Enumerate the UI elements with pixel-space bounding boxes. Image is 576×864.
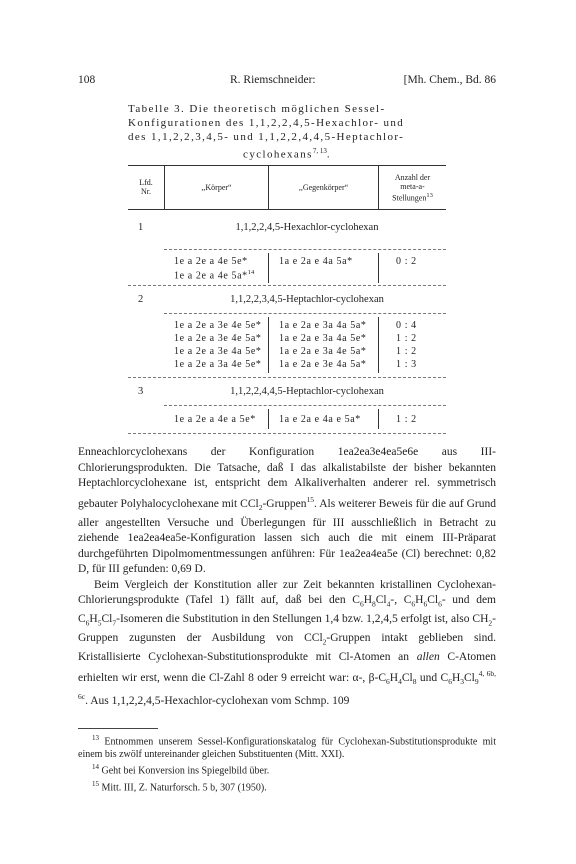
footnote-text: Geht bei Konversion ins Spiegelbild über. bbox=[99, 765, 270, 777]
table-caption bbox=[128, 102, 446, 162]
footnote-text: Entnommen unserem Sessel-Konfigurationskatalog für Cyclohexan-Substitutionsprodukte mit einem bis zwölf untereinander gleichen Substituenten (Mitt. XXI). bbox=[78, 736, 496, 760]
header-anzahl-line: Anzahl der bbox=[394, 173, 431, 182]
text-run: Enneachlorcyclohexans der Konfiguration 1ea2ea3e4ea5e6e aus III-Chlorierungsprodukten. Die Tatsache, daß I das alkalistabilste der bisher bekannten Heptachlorcyclohexane ist, entspricht dem Alkaliverhalten anderer rel. symmetrisch gebauter Polyhalocyclohexane mit CCl bbox=[78, 446, 496, 510]
text-run: -Gruppen zugunsten der Ausbildung von CCl bbox=[78, 613, 496, 645]
column-divider bbox=[268, 409, 269, 429]
column-divider bbox=[378, 317, 379, 373]
section-title: 1,1,2,2,4,5-Hexachlor-cyclohexan bbox=[235, 222, 379, 233]
footnote-number: 13 bbox=[92, 734, 99, 742]
subscript: 6 bbox=[448, 676, 452, 686]
footnote-ref: 4, 6b, 6c bbox=[78, 668, 497, 702]
caption-line: Konfigurationen des 1,1,2,2,4,5-Hexachlor- und bbox=[128, 117, 405, 129]
text-run: Cl bbox=[464, 671, 475, 684]
caption-text: cyclohexans bbox=[243, 148, 313, 161]
page-number: 108 bbox=[78, 74, 96, 86]
subscript: 2 bbox=[488, 618, 493, 628]
author-name: R. Riemschneider: bbox=[230, 74, 316, 86]
body-text bbox=[78, 445, 496, 710]
column-divider bbox=[378, 253, 379, 283]
header-anzahl-line: meta-a- bbox=[400, 182, 425, 191]
header-nr: Nr. bbox=[141, 187, 151, 196]
section-rule bbox=[128, 285, 446, 286]
meta-cell: 1 : 2 bbox=[396, 333, 417, 344]
subscript: 9 bbox=[474, 676, 479, 686]
header-footnote-ref: 13 bbox=[426, 192, 433, 199]
footnote bbox=[78, 732, 496, 761]
table-header-rule bbox=[128, 209, 446, 210]
section-title: 1,1,2,2,4,4,5-Heptachlor-cyclohexan bbox=[230, 386, 384, 397]
koerper-text: 1e a 2e a 4e 5a* bbox=[174, 270, 248, 282]
section-rule bbox=[164, 405, 446, 406]
koerper-cell: 1e a 2e a 4e a 5e* bbox=[174, 414, 256, 425]
caption-footnote-ref: 7, 13 bbox=[312, 147, 327, 155]
footnote-ref: 15 bbox=[306, 494, 315, 504]
koerper-cell: 1e a 2e a 3e 4a 5e* bbox=[174, 346, 262, 357]
caption-line: Tabelle 3. Die theoretisch möglichen Sessel- bbox=[128, 103, 386, 115]
journal-reference: [Mh. Chem., Bd. 86 bbox=[403, 74, 496, 86]
gegenkoerper-cell: 1a e 2a e 3a 4a 5e* bbox=[279, 333, 367, 344]
footnote-text: Mitt. III, Z. Naturforsch. 5 b, 307 (1950). bbox=[99, 782, 267, 794]
section-rule bbox=[164, 249, 446, 250]
header-anzahl-text: Stellungen bbox=[392, 193, 427, 203]
subscript: 8 bbox=[372, 599, 376, 609]
header-gegenkoerper: ,,Gegenkörper“ bbox=[298, 183, 349, 192]
section-rule bbox=[128, 433, 446, 434]
meta-cell: 0 : 2 bbox=[396, 256, 417, 267]
subscript: 7 bbox=[112, 618, 117, 628]
header-lfd-nr bbox=[128, 178, 164, 196]
subscript: 3 bbox=[460, 676, 464, 686]
meta-cell: 1 : 2 bbox=[396, 346, 417, 357]
footnote bbox=[78, 761, 496, 778]
gegenkoerper-cell: 1a e 2a e 3e 4a 5a* bbox=[279, 359, 367, 370]
subscript: 6 bbox=[386, 676, 390, 686]
section-rule bbox=[128, 377, 446, 378]
header-anzahl bbox=[379, 173, 446, 203]
text-run: -, C bbox=[390, 594, 412, 607]
gegenkoerper-cell: 1a e 2a e 3a 4e 5a* bbox=[279, 346, 367, 357]
subscript: 6 bbox=[359, 599, 364, 609]
column-divider bbox=[268, 317, 269, 373]
koerper-cell: 1e a 2e a 4e 5e* bbox=[174, 256, 248, 267]
subscript: 6 bbox=[411, 599, 416, 609]
text-run: -Gruppen bbox=[262, 497, 307, 510]
text-run: -Gruppen intakt geblieben sind. Kristallisierte Cyclohexan-Substitutionsprodukte mit Cl-Atomen an bbox=[78, 632, 497, 664]
subscript: 2 bbox=[322, 637, 327, 647]
column-divider bbox=[268, 253, 269, 283]
subscript: 6 bbox=[85, 618, 90, 628]
caption-end: . bbox=[326, 148, 331, 161]
text-run: Beim Vergleich der Konstitution aller zur Zeit bekannten kristallinen Cyclohexan-Chlorierungsprodukte (Tafel 1) fällt auf, daß bei den C bbox=[78, 578, 496, 607]
running-header bbox=[78, 74, 496, 90]
footnote bbox=[78, 778, 496, 795]
row-number: 3 bbox=[138, 386, 144, 397]
section-rule bbox=[164, 313, 446, 314]
emphasis: allen bbox=[416, 651, 440, 664]
footnotes bbox=[78, 728, 496, 795]
meta-cell: 0 : 4 bbox=[396, 320, 417, 331]
subscript: 4 bbox=[398, 676, 402, 686]
header-koerper: ,,Körper“ bbox=[201, 183, 232, 192]
gegenkoerper-cell: 1a e 2a e 4a 5a* bbox=[279, 256, 353, 267]
row-number: 1 bbox=[138, 222, 144, 233]
text-run: C-Atomen erhielten wir erst, wenn die Cl-Zahl 8 oder 9 erreicht war: α-, β-C bbox=[78, 651, 496, 684]
subscript: 4 bbox=[386, 599, 391, 609]
koerper-cell bbox=[174, 269, 254, 281]
meta-cell: 1 : 2 bbox=[396, 414, 417, 425]
subscript: 6 bbox=[423, 599, 428, 609]
text-run: -Isomeren die Substitution in den Stellungen 1,4 bzw. 1,2,4,5 erfolgt ist, also CH bbox=[116, 613, 489, 626]
caption-line bbox=[128, 144, 446, 162]
koerper-cell: 1e a 2e a 3e 4e 5e* bbox=[174, 320, 262, 331]
footnote-ref: 14 bbox=[247, 269, 255, 276]
paragraph: Beim Vergleich der Konstitution aller zur Zeit bekannten kristallinen Cyclohexan-Chlorierungsprodukte (Tafel 1) fällt auf, daß bei den $C_6H_8Cl_4-$, $C_6H_6Cl_6-$ und dem $C_6H_5Cl_7$-Isomeren die Substitution in den Stellungen 1,4 bzw. 1,2,4,5 erfolgt ist, also $CH_2$-Gruppen zugunsten der Ausbildung von CCl$_2$-Gruppen intakt geblieben sind. Kristallisierte Cyclohexan-Substitutionsprodukte mit Cl-Atomen an allen C-Atomen erhielten wir erst, wenn die Cl-Zahl 8 oder 9 erreicht war: α-, $\beta-C_6H_4Cl_8$ und $C_6H_3Cl_9^{4, 6b, 6c}$. Aus 1,1,2,2,4,5-Hexachlor-cyclohexan vom Schmp. 109 bbox=[78, 578, 497, 708]
row-number: 2 bbox=[138, 294, 144, 305]
subscript: 8 bbox=[412, 676, 417, 686]
column-divider bbox=[378, 409, 379, 429]
text-run: . Aus 1,1,2,2,4,5-Hexachlor-cyclohexan vom Schmp. 109 bbox=[85, 695, 350, 708]
subscript: 2 bbox=[258, 502, 263, 512]
gegenkoerper-cell: 1a e 2a e 3a 4a 5a* bbox=[279, 320, 367, 331]
footnote-number: 14 bbox=[92, 763, 99, 772]
text-run: - und dem C bbox=[78, 594, 496, 626]
subscript: 6 bbox=[438, 599, 442, 609]
gegenkoerper-cell: 1a e 2a e 4a e 5a* bbox=[279, 414, 361, 425]
meta-cell: 1 : 3 bbox=[396, 359, 417, 370]
koerper-cell: 1e a 2e a 3a 4e 5e* bbox=[174, 359, 262, 370]
koerper-cell: 1e a 2e a 3e 4e 5a* bbox=[174, 333, 262, 344]
table-top-rule bbox=[128, 165, 446, 166]
text-run: . Als weiterer Beweis für die auf Grund aller angestellten Versuche und Überlegungen für III ausschließlich in Betracht zu ziehende 1ea2ea4ea5e-Konfiguration lassen sich auch die mit einem III-Präparat durchgeführten Dipolmomentmessungen anführen: Für 1ea2ea4ea5e (Cl) berechnet: 0,82 D, für III gefunden: 0,69 D. bbox=[78, 497, 496, 576]
header-lfd: Lfd. bbox=[139, 178, 153, 187]
header-anzahl-line bbox=[379, 191, 446, 203]
section-title: 1,1,2,2,3,4,5-Heptachlor-cyclohexan bbox=[230, 294, 384, 305]
configuration-table bbox=[128, 165, 446, 441]
caption-line: des 1,1,2,2,3,4,5- und 1,1,2,2,4,4,5-Heptachlor- bbox=[128, 131, 405, 143]
subscript: 5 bbox=[97, 618, 102, 628]
footnote-rule bbox=[78, 728, 158, 729]
paragraph bbox=[78, 445, 496, 578]
footnote-number: 15 bbox=[92, 779, 99, 788]
text-run: und C bbox=[416, 671, 449, 684]
